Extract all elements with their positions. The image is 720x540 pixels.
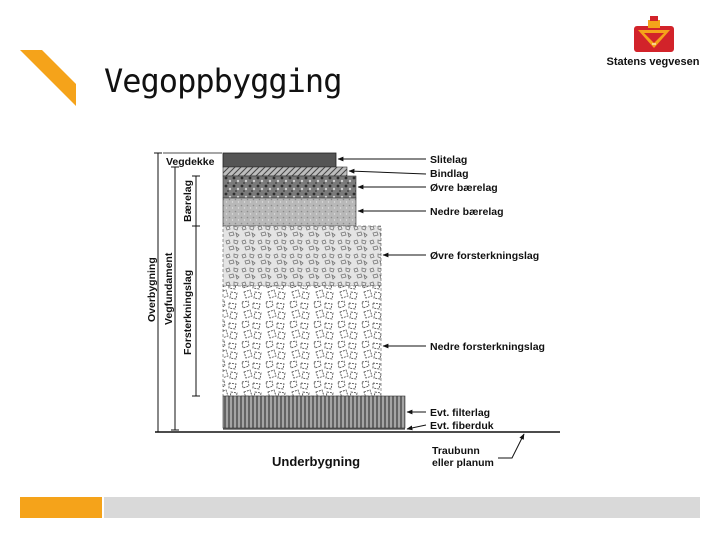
layer-ovre-forsterkningslag	[223, 226, 381, 286]
layer-slitelag	[223, 153, 336, 167]
label-vegdekke: Vegdekke	[166, 156, 215, 168]
label-baerelag: Bærelag	[182, 179, 194, 222]
label-bindlag: Bindlag	[430, 168, 469, 180]
label-slitelag: Slitelag	[430, 154, 468, 166]
footer-accent-bar	[20, 497, 102, 518]
slide-title: Vegoppbygging	[104, 62, 342, 100]
label-planum: eller planum	[432, 457, 494, 469]
label-underbygning: Underbygning	[272, 454, 361, 469]
label-ovre-forsterkningslag: Øvre forsterkningslag	[430, 250, 540, 262]
label-nedre-baerelag: Nedre bærelag	[430, 206, 504, 218]
label-nedre-forsterkningslag: Nedre forsterkningslag	[430, 341, 545, 353]
label-fiberduk: Evt. fiberduk	[430, 420, 494, 432]
layer-bindlag	[223, 167, 347, 176]
label-vegfundament: Vegfundament	[163, 252, 175, 325]
label-overbygning: Overbygning	[146, 257, 158, 322]
layer-nedre-forsterkningslag	[223, 286, 381, 396]
label-ovre-baerelag: Øvre bærelag	[430, 182, 498, 194]
layer-ovre-baerelag	[223, 176, 356, 198]
label-traubunn: Traubunn	[432, 445, 480, 457]
label-forsterkningslag: Forsterkningslag	[182, 269, 194, 355]
footer-grey-bar	[104, 497, 700, 518]
logo-name: Statens vegvesen	[606, 56, 700, 68]
label-filterlag: Evt. filterlag	[430, 407, 491, 419]
layer-nedre-baerelag	[223, 198, 356, 226]
layer-filterlag	[223, 396, 405, 428]
